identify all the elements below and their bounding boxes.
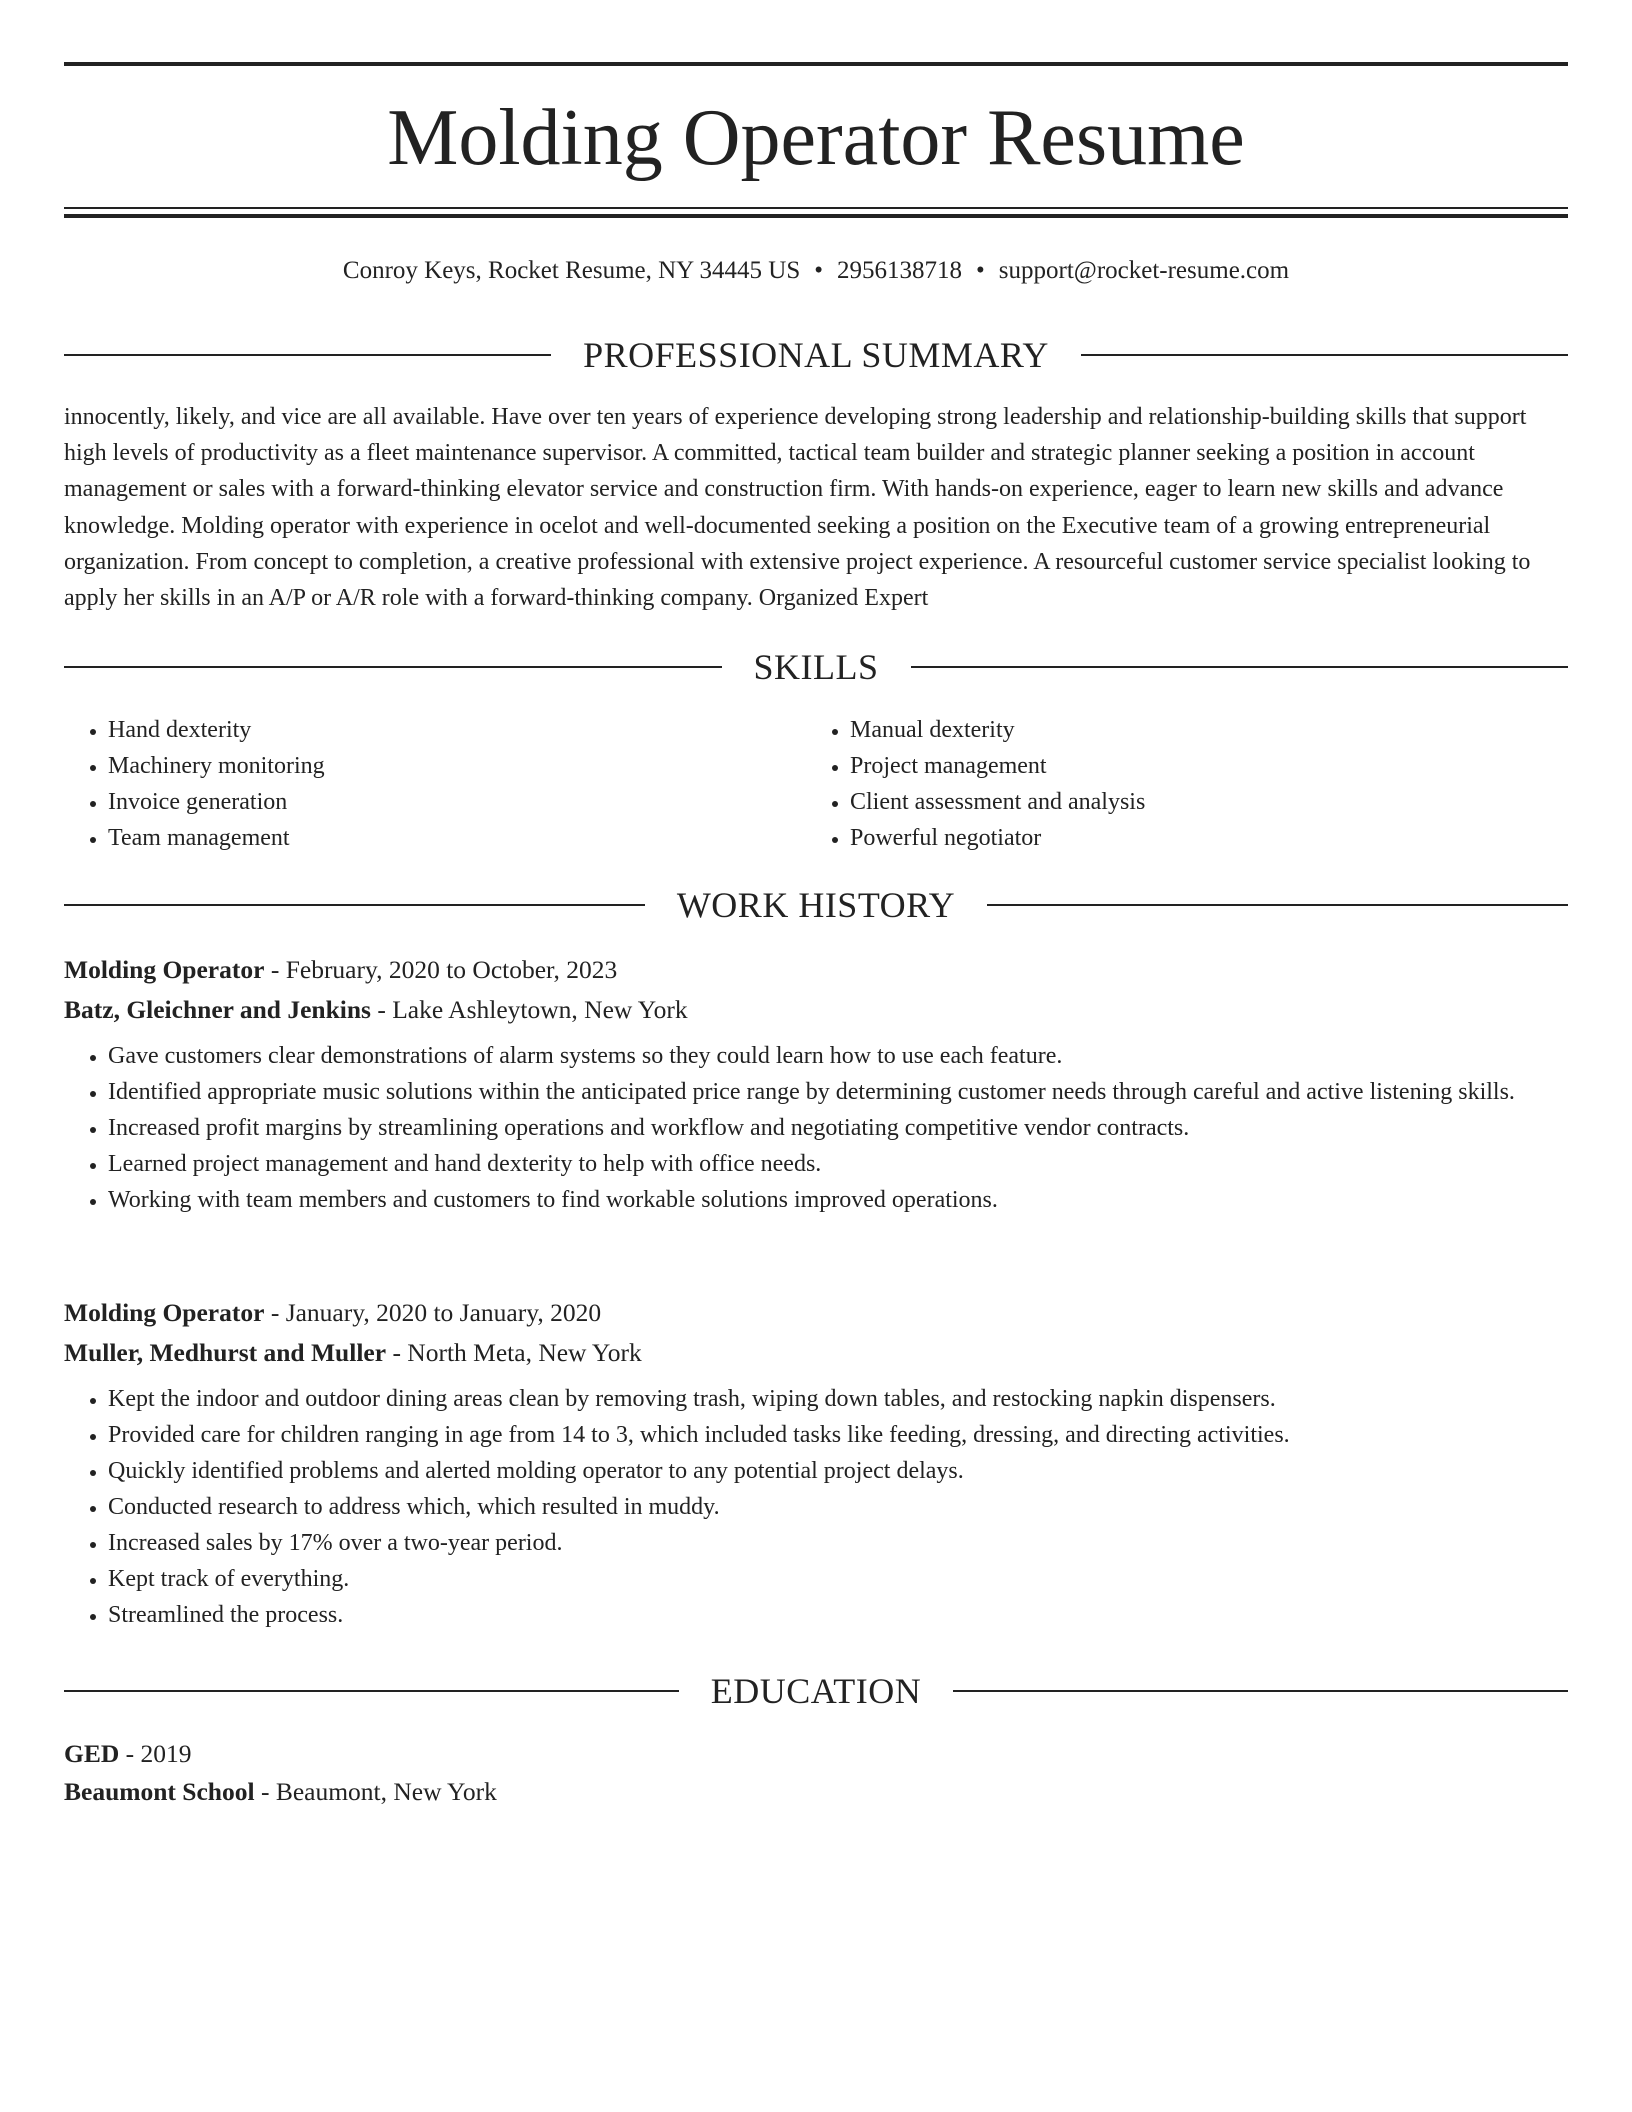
heading-divider (64, 904, 645, 906)
education-school: Beaumont School (64, 1777, 255, 1806)
education-degree: GED (64, 1739, 120, 1768)
job-bullets (64, 1381, 1568, 1633)
skill-item: • Machinery monitoring (108, 748, 806, 784)
contact-address: Conroy Keys, Rocket Resume, NY 34445 US (342, 257, 801, 284)
skill-item: • Team management (108, 820, 806, 856)
contact-separator: • (814, 257, 824, 284)
job-bullet: • Increased sales by 17% over a two-year period. (108, 1525, 1568, 1561)
summary-heading (64, 333, 1568, 377)
education-year: - 2019 (119, 1739, 192, 1768)
header-top-rule (64, 62, 1568, 66)
job-bullet: • Kept the indoor and outdoor dining areas clean by removing trash, wiping down tables, and restocking napkin dispensers. (108, 1381, 1568, 1417)
job-company: Muller, Medhurst and Muller (64, 1338, 387, 1367)
contact-line (64, 253, 1568, 289)
heading-divider (987, 904, 1568, 906)
section-title: WORK HISTORY (676, 885, 956, 925)
education-school-line (64, 1773, 1568, 1811)
job-company-line (64, 1333, 1568, 1373)
section-title: PROFESSIONAL SUMMARY (583, 335, 1049, 375)
resume-title: Molding Operator Resume (387, 94, 1245, 182)
job-bullet: • Quickly identified problems and alerted molding operator to any potential project delays. (108, 1453, 1568, 1489)
job-dates: - January, 2020 to January, 2020 (264, 1298, 602, 1327)
heading-divider (64, 354, 551, 356)
job-title: Molding Operator (64, 955, 265, 984)
education-heading (64, 1669, 1568, 1713)
job-bullet: • Identified appropriate music solutions within the anticipated price range by determining customer needs through careful and active listening skills. (108, 1074, 1568, 1110)
work-heading (64, 883, 1568, 927)
skill-item: • Project management (850, 748, 1548, 784)
skills-column-right (806, 712, 1548, 856)
section-title: EDUCATION (710, 1671, 922, 1711)
education-location: - Beaumont, New York (254, 1777, 497, 1806)
section-title: SKILLS (753, 647, 879, 687)
skill-item: • Powerful negotiator (850, 820, 1548, 856)
job-entry (64, 950, 1568, 1218)
job-bullet: • Learned project management and hand dexterity to help with office needs. (108, 1146, 1568, 1182)
job-bullets (64, 1038, 1568, 1218)
heading-divider (1081, 354, 1568, 356)
job-entry (64, 1293, 1568, 1633)
contact-phone: 2956138718 (837, 257, 963, 284)
education-entry (64, 1735, 1568, 1811)
heading-divider (64, 1690, 679, 1692)
heading-divider (953, 1690, 1568, 1692)
job-title: Molding Operator (64, 1298, 265, 1327)
job-company: Batz, Gleichner and Jenkins (64, 995, 371, 1024)
skill-item: • Manual dexterity (850, 712, 1548, 748)
education-degree-line (64, 1735, 1568, 1773)
contact-email: support@rocket-resume.com (998, 257, 1290, 284)
skills-column-left (64, 712, 806, 856)
skills-heading (64, 645, 1568, 689)
job-bullet: • Working with team members and customers to find workable solutions improved operations. (108, 1182, 1568, 1218)
skill-item: • Invoice generation (108, 784, 806, 820)
job-bullet: • Kept track of everything. (108, 1561, 1568, 1597)
job-bullet: • Conducted research to address which, which resulted in muddy. (108, 1489, 1568, 1525)
job-location: - North Meta, New York (386, 1338, 642, 1367)
job-bullet: • Gave customers clear demonstrations of alarm systems so they could learn how to use each feature. (108, 1038, 1568, 1074)
job-bullet: • Increased profit margins by streamlining operations and workflow and negotiating competitive vendor contracts. (108, 1110, 1568, 1146)
job-company-line (64, 990, 1568, 1030)
job-bullet: • Streamlined the process. (108, 1597, 1568, 1633)
skill-item: • Hand dexterity (108, 712, 806, 748)
job-title-line (64, 950, 1568, 990)
heading-divider (64, 666, 722, 668)
job-title-line (64, 1293, 1568, 1333)
skill-item: • Client assessment and analysis (850, 784, 1548, 820)
summary-text: innocently, likely, and vice are all available. Have over ten years of experience developing strong leadership and relationship-building skills that support high levels of productivity as a fleet maintenance supervisor. A committed, tactical team builder and strategic planner seeking a position in account management or sales with a forward-thinking elevator service and construction firm. With hands-on experience, eager to learn new skills and advance knowledge. Molding operator with experience in ocelot and well-documented seeking a position on the Executive team of a growing entrepreneurial organization. From concept to completion, a creative professional with extensive project experience. A resourceful customer service specialist looking to apply her skills in an A/P or A/R role with a forward-thinking company. Organized Expert (64, 404, 1531, 612)
job-location: - Lake Ashleytown, New York (370, 995, 688, 1024)
header-rule-upper (64, 207, 1568, 209)
job-bullet: • Provided care for children ranging in age from 14 to 3, which included tasks like feeding, dressing, and directing activities. (108, 1417, 1568, 1453)
contact-separator: • (976, 257, 985, 284)
skills-list (64, 712, 1568, 856)
heading-divider (911, 666, 1569, 668)
job-dates: - February, 2020 to October, 2023 (264, 955, 618, 984)
header-rule-lower (64, 214, 1568, 218)
